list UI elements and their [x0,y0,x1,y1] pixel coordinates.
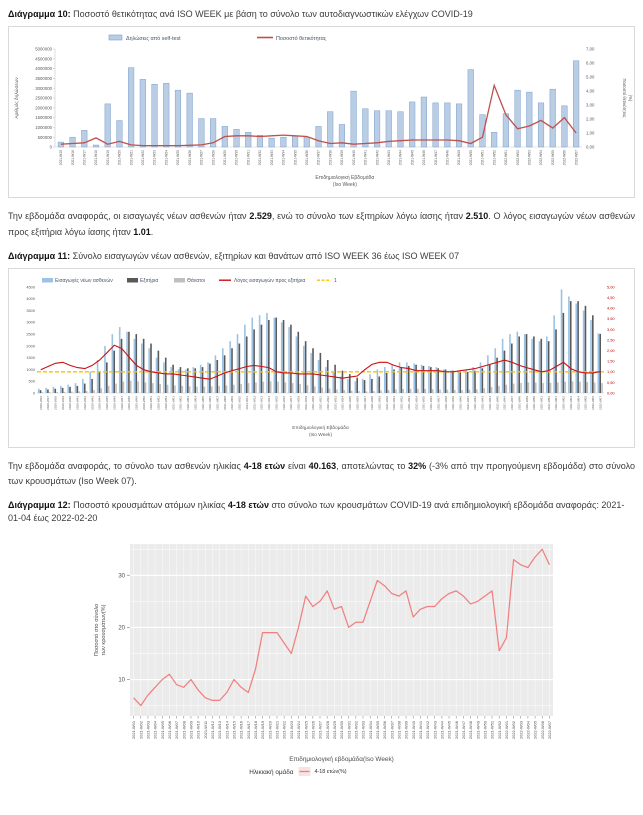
svg-text:2,00: 2,00 [586,116,595,122]
svg-text:2021-W10: 2021-W10 [195,721,201,740]
svg-text:2021-W49: 2021-W49 [475,721,481,740]
svg-text:2021-W25: 2021-W25 [176,150,181,166]
svg-text:6,00: 6,00 [586,60,595,66]
svg-text:2020-W46: 2020-W46 [112,395,117,410]
svg-text:2021-W35: 2021-W35 [374,721,380,740]
svg-text:2021-W15: 2021-W15 [274,395,279,410]
svg-text:Ποσοστό στο σύνολο: Ποσοστό στο σύνολο [94,603,100,657]
svg-text:4,00: 4,00 [586,88,595,94]
svg-text:2021-W47: 2021-W47 [510,395,515,410]
svg-text:1,50: 1,50 [607,358,615,364]
svg-text:των κρουσμάτων(%): των κρουσμάτων(%) [101,604,107,656]
svg-text:2020-W45: 2020-W45 [105,395,110,410]
svg-text:2021-W41: 2021-W41 [465,395,470,410]
svg-text:2021-W44: 2021-W44 [439,721,445,740]
svg-text:2022-W05: 2022-W05 [550,150,555,166]
svg-text:2020-W49: 2020-W49 [134,395,139,410]
svg-text:1000000: 1000000 [35,125,52,131]
svg-text:2021-W09: 2021-W09 [230,395,235,410]
svg-text:4000: 4000 [26,295,35,301]
svg-text:2021-W27: 2021-W27 [317,721,323,740]
svg-text:2021-W51: 2021-W51 [480,150,485,166]
svg-text:4500000: 4500000 [35,56,52,62]
svg-text:2500: 2500 [26,331,35,337]
svg-text:2021-W33: 2021-W33 [406,395,411,410]
svg-text:2021-W42: 2021-W42 [425,721,431,740]
svg-text:2022-W04: 2022-W04 [539,150,544,166]
svg-text:Αριθμός δηλώσεων: Αριθμός δηλώσεων [15,77,20,119]
svg-text:2021-W21: 2021-W21 [318,395,323,410]
svg-text:Ηλικιακή ομάδα: Ηλικιακή ομάδα [249,769,294,777]
svg-text:Επιδημιολογική Εβδομάδα: Επιδημιολογική Εβδομάδα [292,425,349,431]
svg-text:2021-W15: 2021-W15 [231,721,237,740]
svg-text:2021-W19: 2021-W19 [260,721,266,740]
svg-text:3,00: 3,00 [586,102,595,108]
svg-text:20: 20 [118,625,125,632]
svg-text:2021-W10: 2021-W10 [237,395,242,410]
svg-text:2021-W22: 2021-W22 [141,150,146,166]
admissions-paragraph: Την εβδομάδα αναφοράς, οι εισαγωγές νέων ασθενών ήταν 2.529, ενώ το σύνολο των εξιτηρίων λόγω ίασης ήταν 2.510. Ο λόγος εισαγωγών νέων ασθενών προς εξιτήρια λόγω ίασης ήταν 1.01. [8,211,635,237]
svg-text:2021-W09: 2021-W09 [188,721,194,740]
svg-text:2021-W52: 2021-W52 [492,150,497,166]
svg-text:2021-W31: 2021-W31 [246,150,251,166]
svg-text:2022-W06: 2022-W06 [562,150,567,166]
svg-text:2021-W01: 2021-W01 [131,721,137,740]
svg-text:2022-W01: 2022-W01 [554,395,559,410]
svg-text:500000: 500000 [37,134,52,140]
svg-text:2021-W37: 2021-W37 [436,395,441,410]
svg-text:2022-W05: 2022-W05 [532,721,538,740]
svg-text:2022-W02: 2022-W02 [561,395,566,410]
svg-text:5,00: 5,00 [586,74,595,80]
svg-text:1,00: 1,00 [586,130,595,136]
svg-text:2021-W32: 2021-W32 [258,150,263,166]
svg-text:2021-W44: 2021-W44 [487,395,492,410]
svg-text:2021-W06: 2021-W06 [167,721,173,740]
svg-text:2020-W37: 2020-W37 [46,395,51,410]
svg-text:2022-W07: 2022-W07 [574,150,579,166]
svg-text:(Iso Week): (Iso Week) [332,182,357,189]
svg-text:2021-W28: 2021-W28 [324,721,330,740]
svg-text:2021-W28: 2021-W28 [370,395,375,410]
svg-text:2021-W17: 2021-W17 [82,150,87,166]
svg-text:2021-W32: 2021-W32 [353,721,359,740]
svg-text:2021-W05: 2021-W05 [200,395,205,410]
svg-text:Δηλώσεις από self-test: Δηλώσεις από self-test [126,36,181,43]
svg-text:2021-W04: 2021-W04 [152,721,158,740]
svg-text:2021-W36: 2021-W36 [304,150,309,166]
svg-text:2021-W18: 2021-W18 [296,395,301,410]
svg-text:2021-W21: 2021-W21 [274,721,280,740]
svg-text:2021-W41: 2021-W41 [417,721,423,740]
svg-text:2021-W50: 2021-W50 [532,395,537,410]
svg-text:2021-W17: 2021-W17 [289,395,294,410]
svg-text:2021-W49: 2021-W49 [457,150,462,166]
svg-text:2021-W22: 2021-W22 [325,395,330,410]
svg-text:2021-W52: 2021-W52 [546,395,551,410]
svg-text:2021-W50: 2021-W50 [482,721,488,740]
svg-text:2021-W43: 2021-W43 [386,150,391,166]
svg-text:2021-W05: 2021-W05 [159,721,165,740]
svg-text:2021-W02: 2021-W02 [178,395,183,410]
svg-text:2021-W34: 2021-W34 [281,150,286,166]
svg-text:2021-W46: 2021-W46 [502,395,507,410]
age-group-paragraph: Την εβδομάδα αναφοράς, το σύνολο των ασθενών ηλικίας 4-18 ετών είναι 40.163, αποτελώντας το 32% (-3% από την προηγούμενη εβδομάδα) στο σύνολο των κρουσμάτων (Iso Week 07). [8,460,635,487]
svg-text:2020-W42: 2020-W42 [82,395,87,410]
svg-text:2021-W37: 2021-W37 [316,150,321,166]
svg-text:2021-W42: 2021-W42 [375,150,380,166]
svg-text:3000000: 3000000 [35,85,52,91]
svg-text:2,00: 2,00 [607,347,615,353]
svg-text:2021-W45: 2021-W45 [495,395,500,410]
svg-text:2022-W04: 2022-W04 [576,395,581,410]
svg-text:2021-W42: 2021-W42 [473,395,478,410]
svg-text:4500: 4500 [26,283,35,289]
svg-text:2021-W31: 2021-W31 [346,721,352,740]
svg-text:2022-W03: 2022-W03 [568,395,573,410]
svg-text:1500: 1500 [26,354,35,360]
svg-text:0,00: 0,00 [586,144,595,150]
svg-text:2021-W47: 2021-W47 [460,721,466,740]
svg-text:2021-W39: 2021-W39 [340,150,345,166]
svg-text:2021-W38: 2021-W38 [396,721,402,740]
svg-text:4-18 ετών(%): 4-18 ετών(%) [314,769,347,776]
svg-text:2021-W13: 2021-W13 [217,721,223,740]
svg-text:2021-W29: 2021-W29 [331,721,337,740]
svg-text:2021-W43: 2021-W43 [480,395,485,410]
svg-text:2021-W11: 2021-W11 [202,721,208,739]
svg-text:2021-W51: 2021-W51 [489,721,495,740]
svg-text:2021-W50: 2021-W50 [468,150,473,166]
svg-text:2021-W30: 2021-W30 [339,721,345,740]
svg-text:2020-W50: 2020-W50 [141,395,146,410]
svg-text:2020-W36: 2020-W36 [38,395,43,410]
svg-text:2021-W40: 2021-W40 [458,395,463,410]
svg-text:2021-W12: 2021-W12 [210,721,216,740]
svg-text:2021-W46: 2021-W46 [422,150,427,166]
svg-text:2021-W48: 2021-W48 [445,150,450,166]
svg-text:2021-W13: 2021-W13 [259,395,264,410]
svg-text:2021-W21: 2021-W21 [129,150,134,166]
svg-text:2021-W29: 2021-W29 [223,150,228,166]
svg-text:1,00: 1,00 [607,368,615,374]
svg-text:500: 500 [28,378,35,384]
svg-text:0: 0 [32,389,35,395]
svg-text:2021-W51: 2021-W51 [539,395,544,410]
svg-text:2021-W33: 2021-W33 [269,150,274,166]
svg-text:2020-W44: 2020-W44 [97,395,102,410]
svg-text:2021-W27: 2021-W27 [362,395,367,410]
svg-text:2021-W35: 2021-W35 [421,395,426,410]
svg-text:Εξιτήρια: Εξιτήρια [140,277,159,284]
svg-text:1500000: 1500000 [35,115,52,121]
svg-text:2021-W16: 2021-W16 [238,721,244,740]
svg-text:2021-W02: 2021-W02 [138,721,144,740]
svg-text:5000000: 5000000 [35,46,52,52]
svg-text:2022-W02: 2022-W02 [511,721,517,740]
svg-text:2021-W26: 2021-W26 [355,395,360,410]
svg-text:2021-W28: 2021-W28 [211,150,216,166]
svg-text:2021-W36: 2021-W36 [382,721,388,740]
svg-text:2021-W15: 2021-W15 [59,150,64,166]
svg-text:Θάνατοι: Θάνατοι [187,277,205,284]
svg-text:2021-W16: 2021-W16 [281,395,286,410]
svg-text:0,50: 0,50 [607,379,615,385]
svg-text:30: 30 [118,573,125,580]
svg-text:2021-W40: 2021-W40 [410,721,416,740]
svg-text:2021-W18: 2021-W18 [253,721,259,740]
svg-text:2021-W01: 2021-W01 [171,395,176,410]
svg-text:2021-W34: 2021-W34 [367,721,373,740]
svg-text:1: 1 [334,277,337,284]
svg-text:2020-W39: 2020-W39 [60,395,65,410]
svg-text:2021-W20: 2021-W20 [311,395,316,410]
svg-text:2022-W07: 2022-W07 [547,721,553,740]
svg-text:4000000: 4000000 [35,66,52,72]
svg-text:2022-W02: 2022-W02 [515,150,520,166]
svg-text:2021-W29: 2021-W29 [377,395,382,410]
svg-text:2020-W51: 2020-W51 [149,395,154,410]
svg-text:2021-W30: 2021-W30 [384,395,389,410]
svg-text:2021-W18: 2021-W18 [94,150,99,166]
svg-text:2021-W16: 2021-W16 [70,150,75,166]
svg-text:2021-W47: 2021-W47 [433,150,438,166]
svg-text:5,00: 5,00 [607,283,615,289]
svg-text:2021-W25: 2021-W25 [348,395,353,410]
svg-text:2021-W33: 2021-W33 [360,721,366,740]
svg-text:Ποσοστό θετικότητας: Ποσοστό θετικότητας [276,36,327,43]
svg-text:(Iso Week): (Iso Week) [308,432,333,438]
svg-text:2022-W05: 2022-W05 [583,395,588,410]
svg-text:2021-W34: 2021-W34 [414,395,419,410]
svg-text:2020-W40: 2020-W40 [68,395,73,410]
svg-text:2020-W43: 2020-W43 [90,395,95,410]
svg-text:2021-W48: 2021-W48 [468,721,474,740]
chart12-figure [90,530,643,776]
svg-text:2021-W36: 2021-W36 [429,395,434,410]
svg-text:7,00: 7,00 [586,46,595,52]
svg-text:2022-W01: 2022-W01 [503,721,509,740]
svg-text:2020-W48: 2020-W48 [127,395,132,410]
svg-text:2022-W03: 2022-W03 [527,150,532,166]
svg-text:2021-W08: 2021-W08 [222,395,227,410]
svg-text:2021-W20: 2021-W20 [117,150,122,166]
svg-text:2021-W22: 2021-W22 [281,721,287,740]
svg-text:2020-W52: 2020-W52 [156,395,161,410]
svg-text:2021-W03: 2021-W03 [145,721,151,740]
svg-text:2021-W31: 2021-W31 [392,395,397,410]
svg-text:2000000: 2000000 [35,105,52,111]
svg-text:2021-W39: 2021-W39 [403,721,409,740]
svg-text:2021-W11: 2021-W11 [244,395,249,410]
svg-text:2021-W24: 2021-W24 [296,721,302,740]
svg-text:2021-W37: 2021-W37 [389,721,395,740]
chart11-caption: Διάγραμμα 11: Σύνολο εισαγωγών νέων ασθενών, εξιτηρίων και θανάτων από ISO WEEK 36 έως ISO WEEK 07 [8,250,460,261]
svg-text:2021-W12: 2021-W12 [252,395,257,410]
svg-text:Επιδημιολογική Εβδομάδα: Επιδημιολογική Εβδομάδα [315,175,375,182]
svg-text:2021-W26: 2021-W26 [310,721,316,740]
svg-text:2021-W52: 2021-W52 [496,721,502,740]
svg-text:2021-W40: 2021-W40 [351,150,356,166]
svg-text:2022-W01: 2022-W01 [504,150,509,166]
svg-text:2,50: 2,50 [607,336,615,342]
svg-text:2020-W38: 2020-W38 [53,395,58,410]
svg-text:4,00: 4,00 [607,305,615,311]
svg-text:2021-W49: 2021-W49 [524,395,529,410]
svg-text:2021-W03: 2021-W03 [186,395,191,410]
svg-text:2021-W45: 2021-W45 [410,150,415,166]
chart10-figure [8,26,635,198]
svg-text:2020-W47: 2020-W47 [119,395,124,410]
svg-text:2022-W06: 2022-W06 [539,721,545,740]
svg-text:2021-W19: 2021-W19 [105,150,110,166]
svg-text:2021-W38: 2021-W38 [328,150,333,166]
svg-text:Ποσοστό θετικότητας: Ποσοστό θετικότητας [622,78,627,118]
svg-text:2021-W14: 2021-W14 [224,721,230,740]
svg-text:2021-W46: 2021-W46 [453,721,459,740]
svg-text:2021-W07: 2021-W07 [215,395,220,410]
svg-text:Επιδημιολογική εβδομάδα(Iso We: Επιδημιολογική εβδομάδα(Iso Week) [289,756,394,764]
svg-text:Λόγος εισαγωγών προς εξιτήρια: Λόγος εισαγωγών προς εξιτήρια [234,277,306,284]
svg-text:2021-W04: 2021-W04 [193,395,198,410]
svg-text:2021-W48: 2021-W48 [517,395,522,410]
chart10-caption: Διάγραμμα 10: Ποσοστό θετικότητας ανά ISO WEEK με βάση το σύνολο των αυτοδιαγνωστικών ελέγχων COVID-19 [8,9,473,19]
svg-text:2021-W08: 2021-W08 [181,721,187,740]
svg-text:2021-W23: 2021-W23 [333,395,338,410]
svg-text:3500000: 3500000 [35,76,52,82]
svg-text:2021-W14: 2021-W14 [267,395,272,410]
svg-text:2021-W39: 2021-W39 [451,395,456,410]
svg-text:2020-W41: 2020-W41 [75,395,80,410]
svg-text:2021-W24: 2021-W24 [164,150,169,166]
svg-text:4,50: 4,50 [607,294,615,300]
svg-text:2021-W25: 2021-W25 [303,721,309,740]
svg-text:2022-W04: 2022-W04 [525,721,531,740]
svg-text:2021-W19: 2021-W19 [303,395,308,410]
svg-text:2021-W45: 2021-W45 [446,721,452,740]
svg-text:2021-W32: 2021-W32 [399,395,404,410]
svg-text:2021-W24: 2021-W24 [340,395,345,410]
svg-text:0,00: 0,00 [607,389,615,395]
svg-text:2021-W43: 2021-W43 [432,721,438,740]
chart11-figure [8,268,635,448]
svg-text:3000: 3000 [26,319,35,325]
svg-text:2021-W23: 2021-W23 [288,721,294,740]
svg-text:2021-W17: 2021-W17 [245,721,251,740]
svg-text:(%): (%) [628,94,633,102]
svg-text:2021-W20: 2021-W20 [267,721,273,740]
svg-text:2020-W53: 2020-W53 [163,395,168,410]
svg-text:2021-W23: 2021-W23 [152,150,157,166]
svg-text:2022-W06: 2022-W06 [591,395,596,410]
svg-text:3,50: 3,50 [607,315,615,321]
svg-text:2021-W27: 2021-W27 [199,150,204,166]
svg-text:2021-W38: 2021-W38 [443,395,448,410]
svg-text:2022-W07: 2022-W07 [598,395,603,410]
svg-text:2500000: 2500000 [35,95,52,101]
svg-text:2021-W44: 2021-W44 [398,150,403,166]
svg-text:2022-W03: 2022-W03 [518,721,524,740]
svg-text:2021-W06: 2021-W06 [208,395,213,410]
svg-text:1000: 1000 [26,366,35,372]
chart12-caption: Διάγραμμα 12: Ποσοστό κρουσμάτων ατόμων ηλικίας 4-18 ετών στο σύνολο των κρουσμάτων COVID-19 ανά επιδημιολογική εβδομάδα αναφοράς: 2021-01-04 έως 2022-02-20 [8,500,625,524]
svg-text:2021-W07: 2021-W07 [174,721,180,740]
svg-text:2021-W41: 2021-W41 [363,150,368,166]
svg-text:2021-W35: 2021-W35 [293,150,298,166]
svg-text:3,00: 3,00 [607,326,615,332]
svg-text:10: 10 [118,677,125,684]
svg-text:2000: 2000 [26,342,35,348]
svg-text:2021-W30: 2021-W30 [234,150,239,166]
svg-text:0: 0 [49,144,52,150]
svg-text:3500: 3500 [26,307,35,313]
svg-text:2021-W26: 2021-W26 [187,150,192,166]
svg-text:Εισαγωγές νέων ασθενών: Εισαγωγές νέων ασθενών [55,277,113,284]
